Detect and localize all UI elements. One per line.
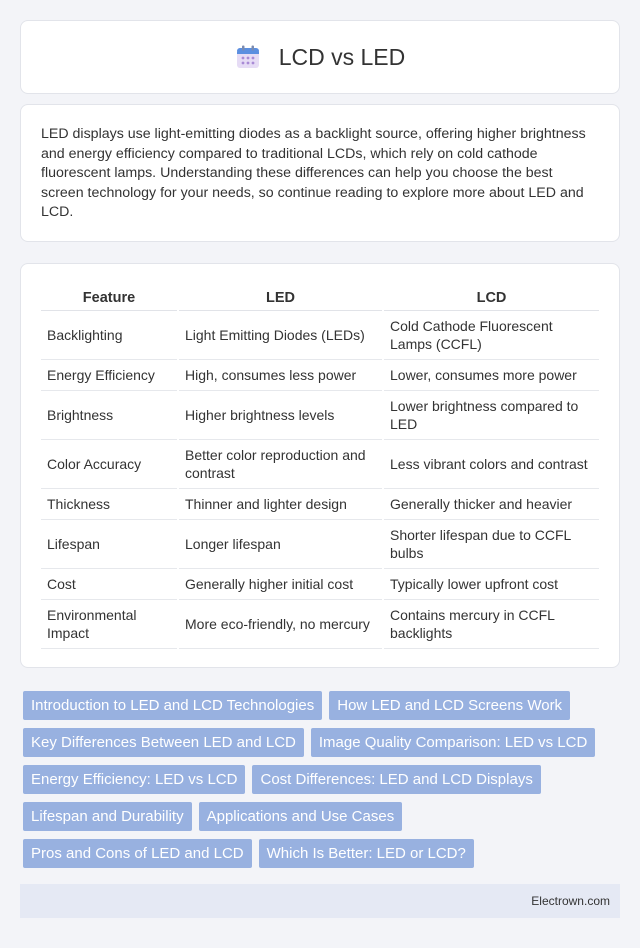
tag-image-quality[interactable]: Image Quality Comparison: LED vs LCD <box>311 728 595 757</box>
footer <box>20 884 620 918</box>
comparison-table <box>41 280 599 649</box>
intro-text: LED displays use light-emitting diodes as a backlight source, offering higher brightness and energy efficiency compared to traditional LCDs, which rely on cold cathode fluorescent lamps. Understanding these differences can help you choose the best screen technology for your needs, so continue reading to explore more about LED and LCD. <box>41 126 586 221</box>
table-cell: Generally thicker and heavier <box>383 488 599 519</box>
table-cell: Brightness <box>41 390 178 439</box>
table-header-row <box>41 280 599 310</box>
tag-lifespan-durability[interactable]: Lifespan and Durability <box>23 802 192 831</box>
table-cell: Longer lifespan <box>178 519 383 568</box>
column-header-feature: Feature <box>41 280 178 310</box>
comparison-table-card <box>20 263 620 668</box>
table-cell: Thinner and lighter design <box>178 488 383 519</box>
table-row <box>41 488 599 519</box>
tag-cost-differences[interactable]: Cost Differences: LED and LCD Displays <box>252 765 540 794</box>
column-header-led: LED <box>178 280 383 310</box>
table-cell: Light Emitting Diodes (LEDs) <box>178 310 383 359</box>
tag-applications[interactable]: Applications and Use Cases <box>199 802 403 831</box>
tag-pros-cons[interactable]: Pros and Cons of LED and LCD <box>23 839 252 868</box>
calendar-grid-icon <box>235 44 261 70</box>
table-cell: Generally higher initial cost <box>178 568 383 599</box>
tag-intro-technologies[interactable]: Introduction to LED and LCD Technologies <box>23 691 322 720</box>
table-cell: Environmental Impact <box>41 599 178 648</box>
table-cell: Contains mercury in CCFL backlights <box>383 599 599 648</box>
table-cell: Higher brightness levels <box>178 390 383 439</box>
page-title: LCD vs LED <box>278 43 406 70</box>
table-cell: Less vibrant colors and contrast <box>383 439 599 488</box>
table-cell: Cold Cathode Fluorescent Lamps (CCFL) <box>383 310 599 359</box>
table-cell: Lower, consumes more power <box>383 359 599 390</box>
table-cell: Energy Efficiency <box>41 359 178 390</box>
table-cell: Cost <box>41 568 178 599</box>
table-row <box>41 439 599 488</box>
tag-how-screens-work[interactable]: How LED and LCD Screens Work <box>329 691 570 720</box>
topic-tags <box>23 691 623 868</box>
table-cell: Shorter lifespan due to CCFL bulbs <box>383 519 599 568</box>
table-cell: Lower brightness compared to LED <box>383 390 599 439</box>
table-row <box>41 310 599 359</box>
table-row <box>41 599 599 648</box>
table-cell: Backlighting <box>41 310 178 359</box>
table-cell: Lifespan <box>41 519 178 568</box>
table-cell: Thickness <box>41 488 178 519</box>
table-row <box>41 359 599 390</box>
tag-which-is-better[interactable]: Which Is Better: LED or LCD? <box>259 839 474 868</box>
table-cell: High, consumes less power <box>178 359 383 390</box>
table-cell: Better color reproduction and contrast <box>178 439 383 488</box>
column-header-lcd: LCD <box>383 280 599 310</box>
footer-site-name: Electrown.com <box>531 894 610 908</box>
table-cell: Typically lower upfront cost <box>383 568 599 599</box>
table-row <box>41 390 599 439</box>
table-row <box>41 568 599 599</box>
intro-card <box>20 104 620 242</box>
header-card <box>20 20 620 94</box>
tag-key-differences[interactable]: Key Differences Between LED and LCD <box>23 728 304 757</box>
tag-energy-efficiency[interactable]: Energy Efficiency: LED vs LCD <box>23 765 245 794</box>
table-cell: More eco-friendly, no mercury <box>178 599 383 648</box>
table-cell: Color Accuracy <box>41 439 178 488</box>
table-row <box>41 519 599 568</box>
